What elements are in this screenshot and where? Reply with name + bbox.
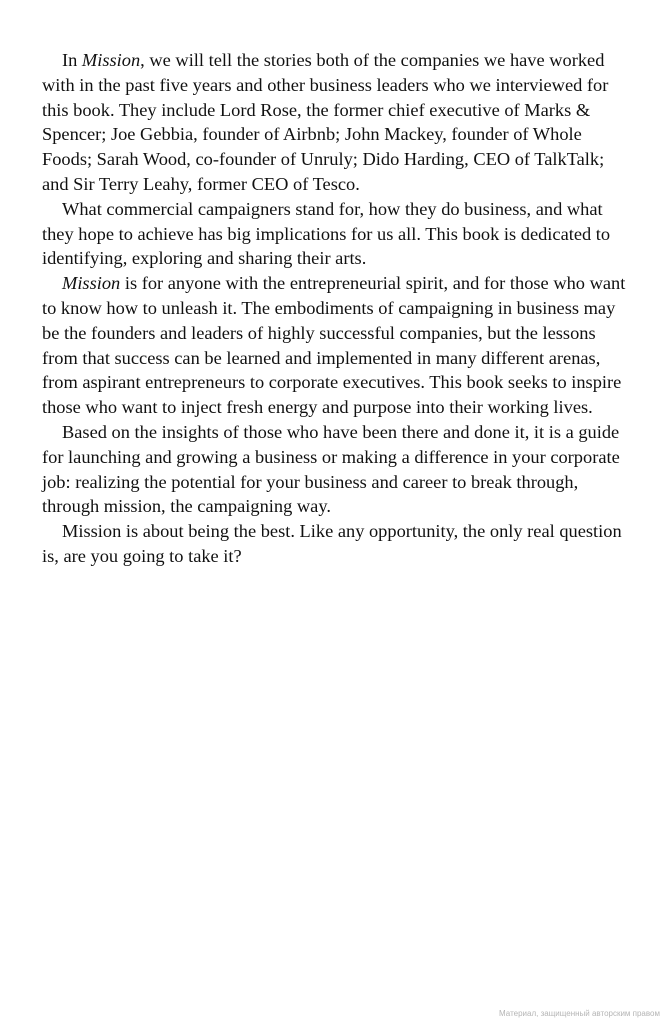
paragraph-audience-text: is for anyone with the entrepreneurial spirit, and for those who want to know how to unleash it. The embodiments of campaigning in business may be the founders and leaders of highly successful companies, but the lessons from that success can be learned and implemented in many different arenas, from aspirant entrepreneurs to corporate executives. This book seeks to inspire those who want to inject fresh energy and purpose into their working lives. bbox=[42, 273, 626, 418]
book-title-italic: Mission bbox=[81, 50, 141, 70]
paragraph-intro-lead: In bbox=[62, 50, 82, 70]
paragraph-intro bbox=[42, 48, 632, 197]
paragraph-closing: Mission is about being the best. Like any opportunity, the only real question is, are you going to take it? bbox=[42, 521, 622, 566]
paragraph-audience bbox=[42, 271, 632, 420]
page-body bbox=[42, 48, 632, 569]
paragraph-intro-text: , we will tell the stories both of the companies we have worked with in the past five years and other business leaders who we interviewed for this book. They include Lord Rose, the former chief executive of Marks & Spencer; Joe Gebbia, founder of Airbnb; John Mackey, founder of Whole Foods; Sarah Wood, co-founder of Unruly; Dido Harding, CEO of TalkTalk; and Sir Terry Leahy, former CEO of Tesco. bbox=[42, 50, 609, 194]
copyright-watermark: Материал, защищенный авторским правом bbox=[499, 1009, 660, 1018]
paragraph-guide: Based on the insights of those who have been there and done it, it is a guide for launching and growing a business or making a difference in your corporate job: realizing the potential for your business and career to break through, through mission, the campaigning way. bbox=[42, 421, 620, 517]
paragraph-campaigners: What commercial campaigners stand for, how they do business, and what they hope to achieve has big implications for us all. This book is dedicated to identifying, exploring and sharing their arts. bbox=[42, 198, 611, 269]
book-title-italic: Mission bbox=[62, 273, 121, 294]
